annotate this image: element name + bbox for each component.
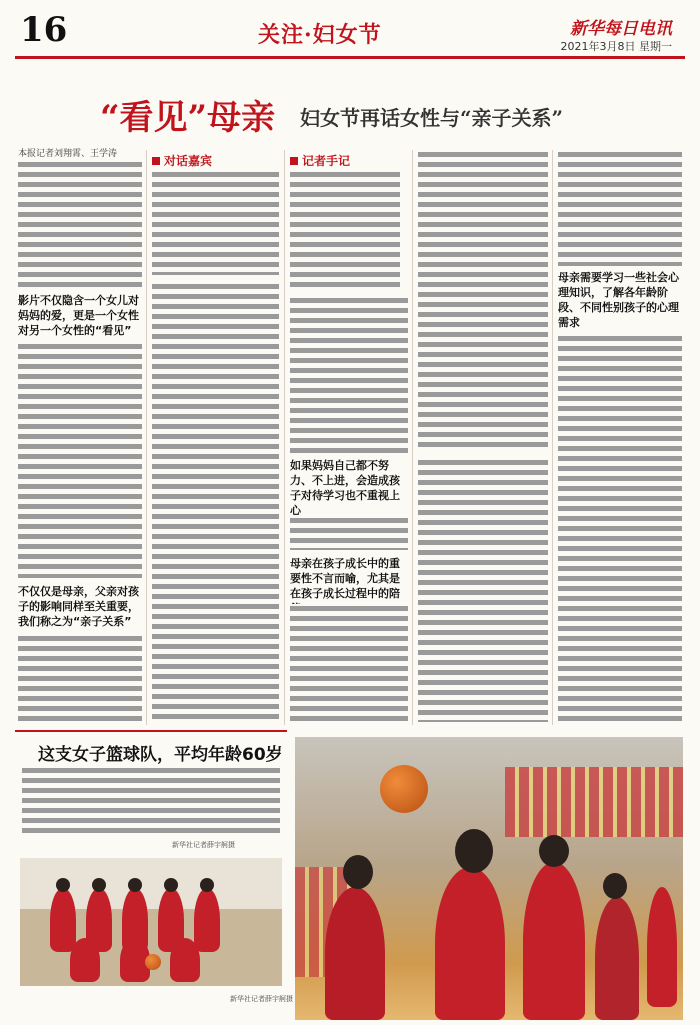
basketball-icon — [380, 765, 428, 813]
headline-sub: 妇女节再话女性与“亲子关系” — [300, 106, 564, 130]
column-divider — [146, 150, 147, 725]
reporter-notes — [290, 170, 400, 290]
team-group-photo — [20, 858, 282, 986]
subhead-4: 如果妈妈自己都不努力、不上进，会造成孩子对待学习也不重视上心 — [290, 458, 408, 518]
article-column-5b — [558, 334, 682, 722]
brand-logo: 新华每日电讯 — [570, 19, 672, 39]
section-title: 关注·妇女节 — [258, 22, 382, 48]
dialogue-guests — [152, 170, 279, 275]
subhead-1: 影片不仅隐含一个女儿对妈妈的爱，更是一个女性对另一个女性的“看见” — [18, 293, 142, 338]
photo-credit: 新华社记者薛宇舸摄 — [172, 841, 235, 849]
feature-title: 这支女子篮球队，平均年龄60岁 — [38, 745, 283, 765]
headline-main: “看见”母亲 — [100, 98, 276, 138]
basketball-action-photo — [295, 737, 683, 1020]
issue-date: 2021年3月8日 星期一 — [560, 40, 672, 53]
column-divider — [552, 150, 553, 725]
masthead-rule — [15, 56, 685, 59]
photo-signature: 新华社记者薛宇舸摄 — [230, 995, 293, 1003]
article-column-1c — [18, 634, 142, 722]
dialogue-box-heading: 对话嘉宾 — [152, 152, 212, 169]
article-column-4b — [418, 458, 548, 722]
article-column-1b — [18, 342, 142, 578]
article-column-5a — [558, 150, 682, 266]
article-column-1a — [18, 160, 142, 290]
article-column-2 — [152, 282, 279, 722]
article-column-3b — [290, 604, 408, 722]
page-number: 16 — [20, 10, 68, 50]
subhead-2: 不仅仅是母亲，父亲对孩子的影响同样至关重要，我们称之为“亲子关系” — [18, 584, 142, 629]
column-divider — [412, 150, 413, 725]
column-divider — [284, 150, 285, 725]
notes-box-heading: 记者手记 — [290, 152, 350, 169]
feature-text — [22, 766, 280, 838]
subhead-5: 母亲需要学习一些社会心理知识，了解各年龄阶段、不同性别孩子的心理需求 — [558, 270, 682, 330]
byline: 本报记者刘翔霄、王学涛 — [18, 149, 118, 159]
article-column-4a — [418, 150, 548, 450]
subhead-3: 母亲在孩子成长中的重要性不言而喻，尤其是在孩子成长过程中的陪 — [290, 556, 408, 616]
